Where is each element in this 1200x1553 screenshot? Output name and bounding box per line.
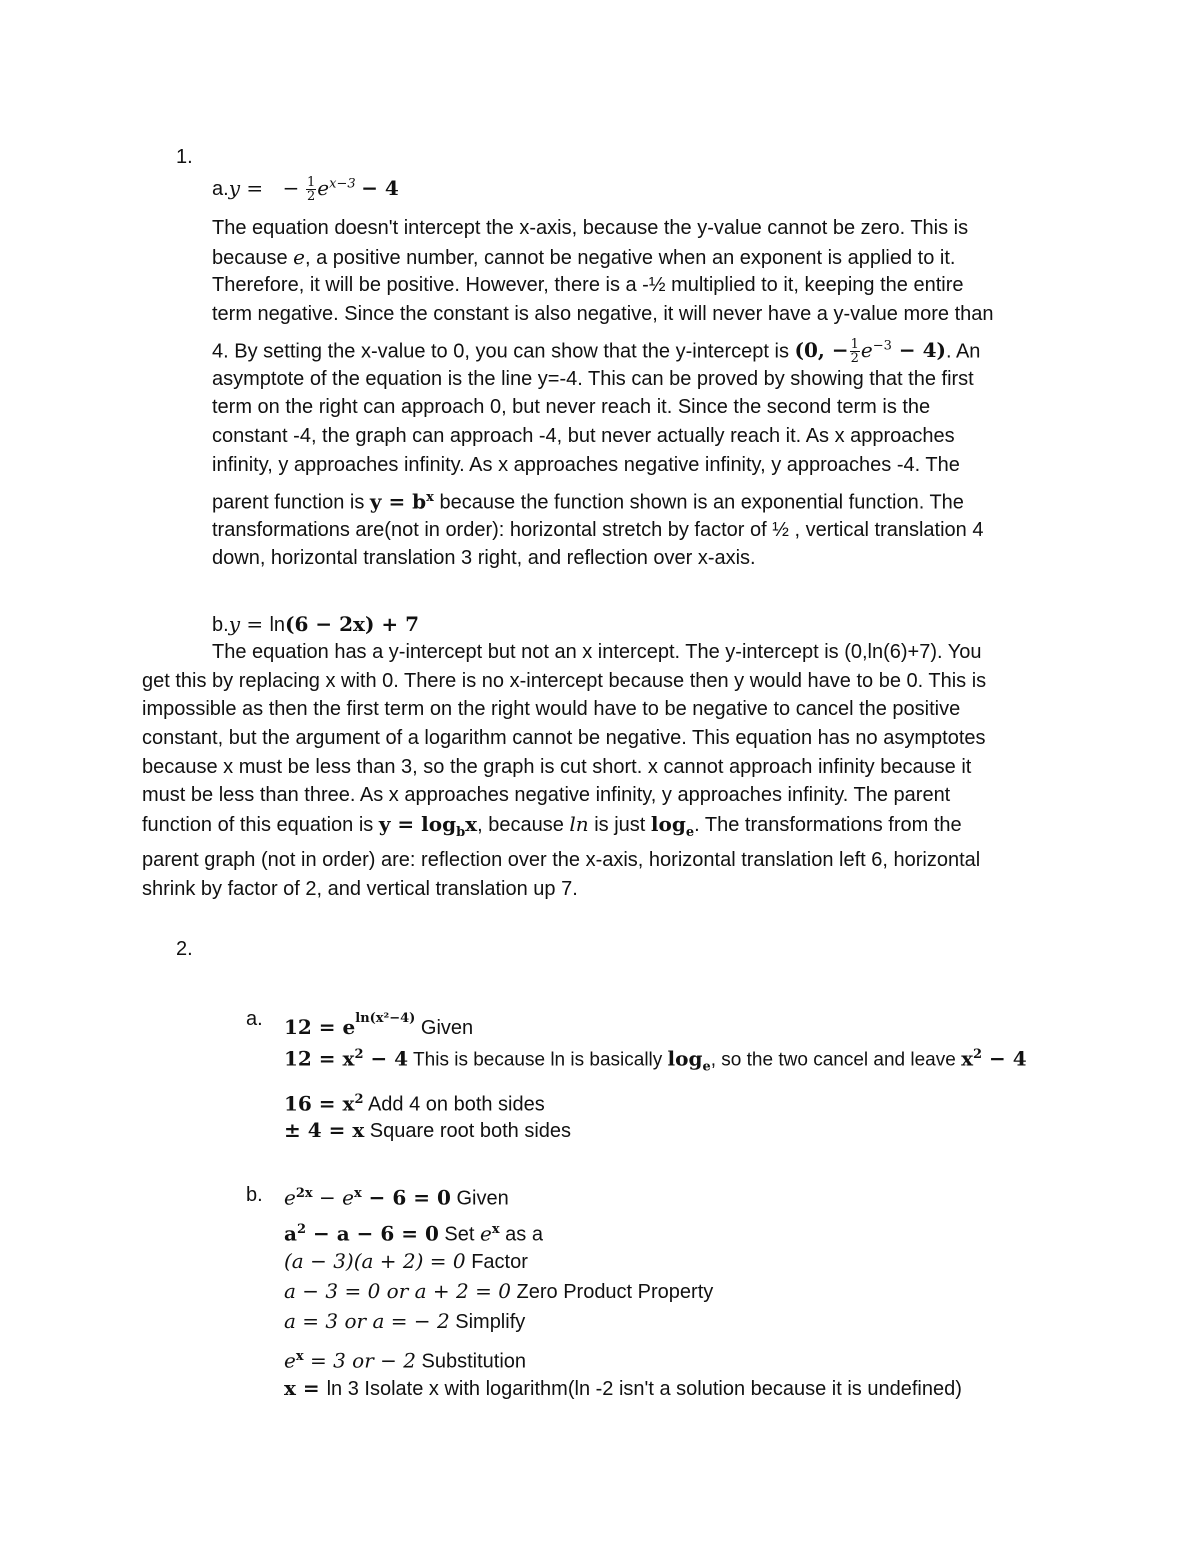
- q1a-exponent: x−3: [329, 176, 356, 192]
- q1b-equation: b.y = ln(6 − 2x) + 7: [212, 612, 420, 636]
- text-line: 4. By setting the x-value to 0, you can show that the y-intercept is (0, − $\frac{1}{2}$ $e^{-3} - 4$). An: [212, 337, 981, 367]
- q2a-label: a.: [246, 1008, 263, 1030]
- q2b-step: (a − 3)(a + 2) = 0 Factor: [284, 1249, 528, 1273]
- q2a-step: ± 4 = x Square root both sides: [284, 1118, 572, 1142]
- question-2-number: 2.: [176, 938, 193, 960]
- text-line: function of this equation is $y = \log_bx$, because ln is just $\log_e$. The transformations from the: [142, 812, 962, 841]
- text-line: constant, but the argument of a logarithm cannot be negative. This equation has no asymptotes: [142, 727, 986, 750]
- q2b-step: a = 3 or a = − 2 Simplify: [284, 1309, 526, 1333]
- q1b-explanation: [142, 638, 986, 904]
- text-line: because e, a positive number, cannot be negative when an exponent is applied to it.: [212, 244, 956, 269]
- q1a-fraction: $\frac{1}{2}$: [307, 175, 316, 205]
- q2a-step: $16 = x^2$ Add 4 on both sides: [284, 1091, 545, 1116]
- q1a-equation: a.y = − $\frac{1}{2}$ $e^{x-3} - 4$: [212, 175, 399, 205]
- q2b-step: a − 3 = 0 or a + 2 = 0 Zero Product Property: [284, 1279, 714, 1303]
- text-line: impossible as then the first term on the right would have to be negative to cancel the positive: [142, 698, 961, 721]
- text-line: The equation doesn't intercept the x-axis, because the y-value cannot be zero. This is: [212, 217, 969, 239]
- question-1-number: 1.: [176, 146, 193, 168]
- q1a-label: a.: [212, 178, 229, 200]
- q2b-step: $e^x = 3$ or − 2 Substitution: [284, 1348, 527, 1373]
- text-line: because x must be less than 3, so the graph is cut short. x cannot approach infinity because it: [142, 755, 972, 778]
- q1a-lhs: y =: [228, 176, 264, 200]
- text-line: down, horizontal translation 3 right, and reflection over x-axis.: [212, 547, 756, 570]
- text-line: transformations are(not in order): horizontal stretch by factor of ½ , vertical translation 4: [212, 518, 984, 541]
- text-line: shrink by factor of 2, and vertical translation up 7.: [142, 877, 578, 900]
- q2b-label: b.: [246, 1184, 263, 1206]
- text-line: term negative. Since the constant is also negative, it will never have a y-value more than: [212, 303, 994, 326]
- q2a-step: $12 = e^{ln(x^2-4)}$ Given: [284, 1011, 474, 1039]
- text-line: parent graph (not in order) are: reflection over the x-axis, horizontal translation left 6, horizontal: [142, 849, 981, 872]
- q2b-step: $a^2 - a - 6 = 0$ Set $e^x$ as a: [284, 1221, 543, 1246]
- q2b-step: $e^{2x} - e^x - 6 = 0$ Given: [284, 1185, 509, 1210]
- text-line: parent function is $y = b^x$ because the function shown is an exponential function. The: [212, 489, 964, 514]
- q2b-step: x = ln 3 Isolate x with logarithm(ln -2 isn't a solution because it is undefined): [284, 1376, 962, 1400]
- q2a-step: $12 = x^2 - 4$ This is because ln is basically $\log_e$, so the two cancel and leave $x^2 - 4$: [284, 1046, 1027, 1075]
- text-line: Therefore, it will be positive. However, there is a -½ multiplied to it, keeping the entire: [212, 274, 964, 297]
- text-line: infinity, y approaches infinity. As x approaches negative infinity, y approaches -4. The: [212, 453, 960, 476]
- text-line: constant -4, the graph can approach -4, but never actually reach it. As x approaches: [212, 425, 955, 448]
- text-line: The equation has a y-intercept but not an x intercept. The y-intercept is (0,ln(6)+7). You: [212, 641, 982, 663]
- q1b-label: b.: [212, 614, 229, 636]
- q1a-minus: −: [282, 176, 300, 200]
- text-line: term on the right can approach 0, but never reach it. Since the second term is the: [212, 396, 931, 419]
- text-line: asymptote of the equation is the line y=-4. This can be proved by showing that the first: [212, 367, 974, 390]
- text-line: must be less than three. As x approaches negative infinity, y approaches infinity. The parent: [142, 784, 951, 807]
- text-line: get this by replacing x with 0. There is no x-intercept because then y would have to be 0. This is: [142, 669, 987, 692]
- q1a-tail: − 4: [361, 176, 399, 200]
- q1a-explanation: [212, 214, 994, 573]
- y-intercept-expression: (0, − $\frac{1}{2}$ $e^{-3} - 4$): [794, 337, 946, 367]
